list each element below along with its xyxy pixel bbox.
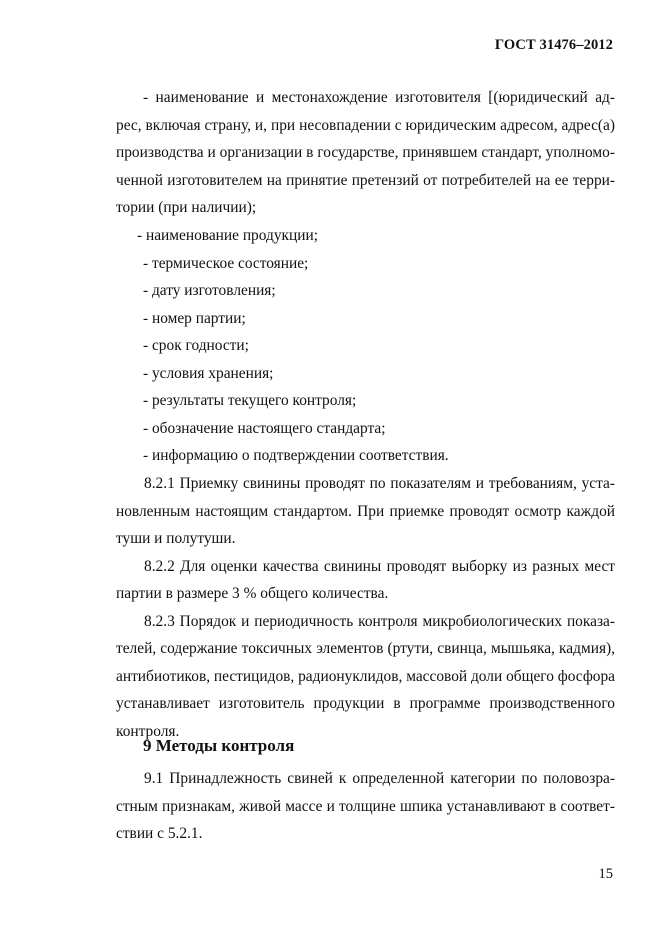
- page-header: ГОСТ 31476–2012: [494, 37, 613, 53]
- text-line: контроля.: [116, 723, 180, 740]
- text-line: производства и организации в государстве, принявшем стандарт, уполномо-: [116, 144, 615, 161]
- list-item: - номер партии;: [143, 310, 246, 327]
- section-heading: 9 Методы контроля: [143, 736, 295, 755]
- text-line: тории (при наличии);: [116, 199, 257, 216]
- text-line: устанавливает изготовитель продукции в программе производственного: [116, 695, 615, 712]
- list-item: - срок годности;: [143, 337, 249, 354]
- text-line: стным признакам, живой массе и толщине шпика устанавливают в соответ-: [116, 798, 615, 815]
- page-number: 15: [598, 866, 613, 882]
- text-line: новленным настоящим стандартом. При приемке проводят осмотр каждой: [116, 503, 615, 520]
- list-item: - наименование продукции;: [137, 227, 318, 244]
- text-line: партии в размере 3 % общего количества.: [116, 585, 389, 602]
- text-line: 9.1 Принадлежность свиней к определенной категории по половозра-: [144, 770, 615, 787]
- text-line: ствии с 5.2.1.: [116, 825, 203, 842]
- list-item: - условия хранения;: [143, 365, 274, 382]
- text-line: рес, включая страну, и, при несовпадении с юридическим адресом, адрес(а): [116, 117, 615, 134]
- text-line: телей, содержание токсичных элементов (ртути, свинца, мышьяка, кадмия),: [116, 640, 615, 657]
- list-item: - обозначение настоящего стандарта;: [143, 420, 386, 437]
- text-line: 8.2.2 Для оценки качества свинины проводят выборку из разных мест: [144, 558, 615, 575]
- list-item: - термическое состояние;: [143, 255, 309, 272]
- text-line: антибиотиков, пестицидов, радионуклидов, массовой доли общего фосфора: [116, 668, 616, 685]
- list-item: - результаты текущего контроля;: [143, 392, 357, 409]
- text-line: ченной изготовителем на принятие претензий от потребителей на ее терри-: [116, 172, 615, 189]
- text-line: 8.2.3 Порядок и периодичность контроля микробиологических показа-: [144, 613, 615, 630]
- text-line: туши и полутуши.: [116, 530, 236, 547]
- list-item: - информацию о подтверждении соответствия.: [143, 447, 449, 464]
- text-line: 8.2.1 Приемку свинины проводят по показателям и требованиям, уста-: [144, 475, 615, 492]
- text-line: - наименование и местонахождение изготовителя [(юридический ад-: [143, 89, 615, 106]
- list-item: - дату изготовления;: [143, 282, 276, 299]
